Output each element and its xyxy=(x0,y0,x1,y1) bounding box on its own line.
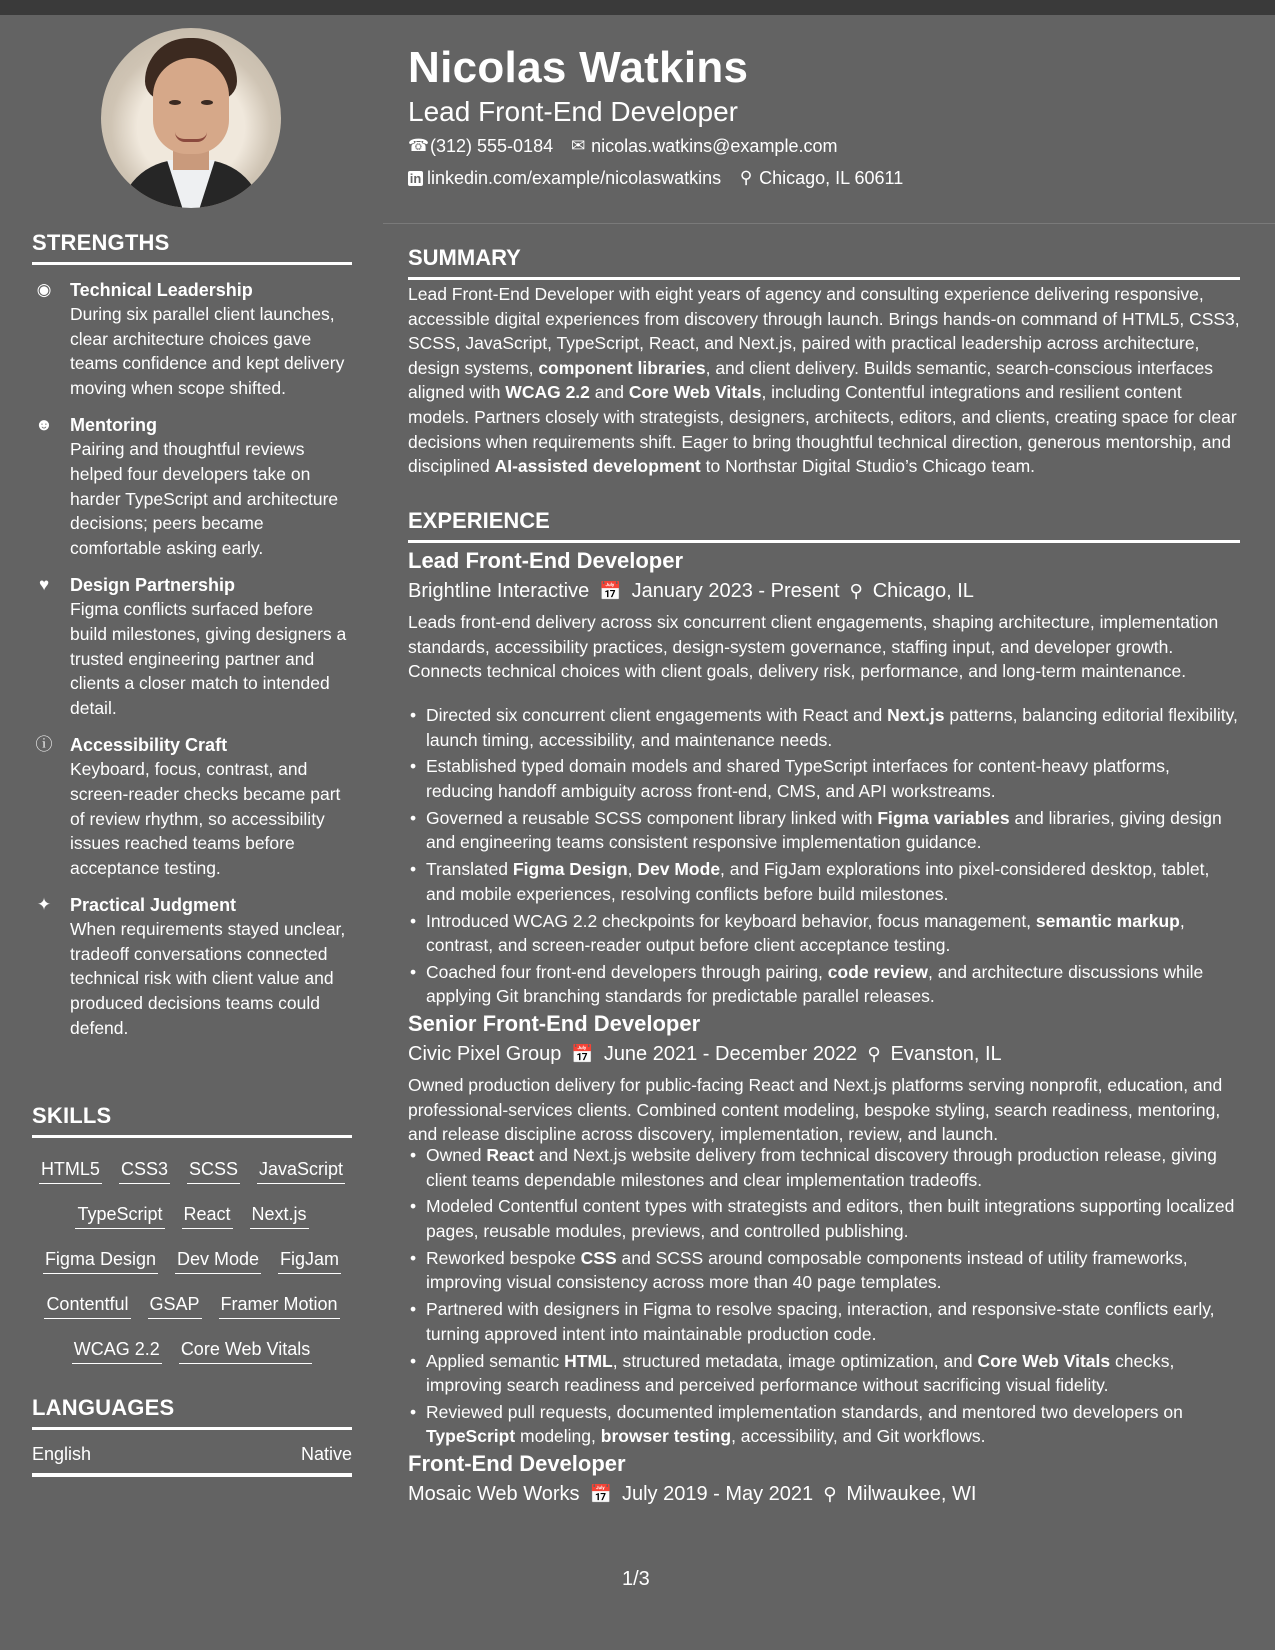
job-dates: January 2023 - Present xyxy=(631,580,840,602)
skill-tag: GSAP xyxy=(148,1293,202,1319)
job-meta xyxy=(408,1040,1002,1068)
job-company: Mosaic Web Works xyxy=(408,1483,580,1505)
skill-tag: Contentful xyxy=(44,1293,130,1319)
map-pin-icon: ⚲ xyxy=(849,581,863,601)
strengths-section xyxy=(32,230,352,1040)
calendar-icon: 📅 xyxy=(571,1044,594,1064)
skill-tag: SCSS xyxy=(187,1158,240,1184)
candidate-name: Nicolas Watkins xyxy=(408,43,749,92)
map-pin-icon: ⚲ xyxy=(867,1044,881,1064)
job-company: Civic Pixel Group xyxy=(408,1043,562,1065)
strength-desc: When requirements stayed unclear, tradeoff conversations connected technical risk with client value and produced decisions teams could defend. xyxy=(70,919,346,1038)
skill-tag: Framer Motion xyxy=(219,1293,340,1319)
linkedin-icon: in xyxy=(409,170,422,186)
top-bar xyxy=(0,0,1275,15)
skill-row xyxy=(32,1148,352,1193)
strength-title: Design Partnership xyxy=(70,575,236,596)
phone-icon: ☎ xyxy=(408,136,430,155)
bullet-item: • Coached four front-end developers through pairing, code review, and architecture discussions while applying Git branching standards for predictable parallel releases. xyxy=(408,960,1240,1009)
skill-tag: TypeScript xyxy=(75,1203,164,1229)
skill-tag: Core Web Vitals xyxy=(179,1338,312,1364)
job-summary: Owned production delivery for public-facing React and Next.js platforms serving nonprofit, education, and professional-services clients. Combined content modeling, bespoke styling, search readiness, mentoring, and release discipline across discovery, implementation, review, and launch. xyxy=(408,1075,1223,1145)
envelope-icon: ✉ xyxy=(570,136,586,155)
language-level: Native xyxy=(300,1444,352,1464)
skill-tag: FigJam xyxy=(278,1248,341,1274)
email-item[interactable] xyxy=(569,134,837,158)
skill-tag: Next.js xyxy=(250,1203,309,1229)
candidate-title: Lead Front-End Developer xyxy=(408,96,738,127)
calendar-icon: 📅 xyxy=(599,581,622,601)
bullet-item: • Owned React and Next.js website delivery from technical discovery through production release, giving client teams dependable milestones and clear implementation tradeoffs. xyxy=(408,1143,1240,1192)
skill-row xyxy=(32,1283,352,1328)
strength-title: Mentoring xyxy=(70,415,157,436)
strength-item xyxy=(32,733,352,880)
job-meta xyxy=(408,1480,976,1508)
phone-item xyxy=(408,134,553,158)
map-pin-icon: ⚲ xyxy=(739,168,753,187)
skills-section xyxy=(32,1103,352,1373)
profile-photo xyxy=(101,28,281,208)
skill-tag: Dev Mode xyxy=(175,1248,261,1274)
calendar-icon: 📅 xyxy=(589,1484,612,1504)
strength-desc: During six parallel client launches, clear architecture choices gave teams confidence and kept delivery moving when scope shifted. xyxy=(70,304,345,398)
bullet-item: • Reviewed pull requests, documented implementation standards, and mentored two developers on TypeScript modeling, browser testing, accessibility, and Git workflows. xyxy=(408,1400,1240,1449)
strength-item xyxy=(32,413,352,560)
bullet-item: • Reworked bespoke CSS and SCSS around composable components instead of utility frameworks, improving visual consistency across more than 40 page templates. xyxy=(408,1246,1240,1295)
skill-tag: Figma Design xyxy=(43,1248,158,1274)
job-location: Chicago, IL xyxy=(872,580,974,602)
accessibility-icon: ⓘ xyxy=(35,735,53,755)
strength-desc: Pairing and thoughtful reviews helped four developers take on harder TypeScript and architecture decisions; peers became comfortable asking early. xyxy=(70,439,339,558)
contact-row-2 xyxy=(408,166,903,190)
bullet-item: • Directed six concurrent client engagements with React and Next.js patterns, balancing editorial flexibility, launch timing, accessibility, and maintenance needs. xyxy=(408,703,1240,752)
languages-section xyxy=(32,1395,352,1477)
phone-text: (312) 555-0184 xyxy=(430,136,554,156)
strength-item xyxy=(32,893,352,1040)
compass-icon: ◉ xyxy=(36,280,52,299)
strengths-heading: STRENGTHS xyxy=(32,230,352,265)
strength-title: Accessibility Craft xyxy=(70,735,228,756)
email-text[interactable]: nicolas.watkins@example.com xyxy=(591,136,838,156)
skills-grid xyxy=(32,1148,352,1373)
location-text: Chicago, IL 60611 xyxy=(759,168,904,188)
strength-item xyxy=(32,573,352,720)
job-bullets xyxy=(408,1143,1240,1451)
experience-heading: EXPERIENCE xyxy=(408,508,1240,543)
job-title: Senior Front-End Developer xyxy=(408,1011,701,1036)
skill-tag: React xyxy=(182,1203,233,1229)
skill-tag: WCAG 2.2 xyxy=(72,1338,162,1364)
summary-text: Lead Front-End Developer with eight years of agency and consulting experience delivering responsive, accessible digital experiences from discovery through launch. Brings hands-on command of HTML5, CSS3, SCSS, JavaScript, TypeScript, React, and Next.js, paired with practical leadership across architecture, design systems, component libraries, and client delivery. Builds semantic, search-conscious interfaces aligned with WCAG 2.2 and Core Web Vitals, including Contentful integrations and resilient content models. Partners closely with strategists, designers, architects, editors, and clients, creating space for clear decisions when requirements shift. Eager to bring thoughtful technical direction, generous mentorship, and disciplined AI-assisted development to Northstar Digital Studio’s Chicago team. xyxy=(408,284,1240,477)
language-row xyxy=(32,1444,352,1477)
bullet-item: • Partnered with designers in Figma to resolve spacing, interaction, and responsive-state conflicts early, turning approved intent into maintainable production code. xyxy=(408,1297,1240,1346)
skill-row xyxy=(32,1193,352,1238)
bullet-item: • Introduced WCAG 2.2 checkpoints for keyboard behavior, focus management, semantic markup, contrast, and screen-reader output before client acceptance testing. xyxy=(408,909,1240,958)
skills-heading: SKILLS xyxy=(32,1103,352,1138)
bullet-item: • Translated Figma Design, Dev Mode, and FigJam explorations into pixel-considered desktop, tablet, and mobile experiences, resolving conflicts before build milestones. xyxy=(408,857,1240,906)
strength-desc: Figma conflicts surfaced before build milestones, giving designers a trusted engineering partner and clients a closer match to intended detail. xyxy=(70,599,347,718)
linkedin-text[interactable]: linkedin.com/example/nicolaswatkins xyxy=(427,168,722,188)
job-title: Front-End Developer xyxy=(408,1451,626,1476)
languages-heading: LANGUAGES xyxy=(32,1395,352,1430)
map-pin-icon: ⚲ xyxy=(823,1484,837,1504)
users-icon: ☻ xyxy=(35,415,53,435)
language-name: English xyxy=(32,1444,92,1464)
bullet-item: • Modeled Contentful content types with strategists and editors, then built integrations supporting localized pages, reusable modules, previews, and controlled publishing. xyxy=(408,1194,1240,1243)
bullet-item: • Established typed domain models and shared TypeScript interfaces for content-heavy platforms, reducing handoff ambiguity across front-end, CMS, and API workstreams. xyxy=(408,754,1240,803)
skill-row xyxy=(32,1328,352,1373)
contact-row-1 xyxy=(408,134,837,158)
strength-title: Technical Leadership xyxy=(70,280,253,300)
page-indicator: 1/3 xyxy=(622,1568,650,1590)
job-location: Evanston, IL xyxy=(890,1043,1002,1065)
skill-row xyxy=(32,1238,352,1283)
location-item xyxy=(737,166,903,190)
job-dates: June 2021 - December 2022 xyxy=(603,1043,858,1065)
job-meta xyxy=(408,577,974,605)
job-dates: July 2019 - May 2021 xyxy=(621,1483,814,1505)
job-location: Milwaukee, WI xyxy=(846,1483,977,1505)
heart-icon: ♥ xyxy=(38,575,50,595)
strength-title: Practical Judgment xyxy=(70,895,237,916)
bullet-item: • Governed a reusable SCSS component library linked with Figma variables and libraries, giving design and engineering teams consistent responsive implementation guidance. xyxy=(408,806,1240,855)
skill-tag: HTML5 xyxy=(39,1158,102,1184)
header-divider xyxy=(383,223,1275,224)
skill-tag: CSS3 xyxy=(119,1158,170,1184)
skill-tag: JavaScript xyxy=(257,1158,345,1184)
summary-heading: SUMMARY xyxy=(408,245,1240,280)
strength-item xyxy=(32,278,352,400)
job-title: Lead Front-End Developer xyxy=(408,548,684,573)
job-company: Brightline Interactive xyxy=(408,580,590,602)
linkedin-item[interactable] xyxy=(408,166,721,190)
bullet-item: • Applied semantic HTML, structured metadata, image optimization, and Core Web Vitals checks, improving search readiness and perceived performance without sacrificing visual fidelity. xyxy=(408,1349,1240,1398)
strength-desc: Keyboard, focus, contrast, and screen-reader checks became part of review rhythm, so accessibility issues reached teams before acceptance testing. xyxy=(70,759,341,878)
lightbulb-icon: ✦ xyxy=(36,895,52,915)
job-summary: Leads front-end delivery across six concurrent client engagements, shaping architecture, implementation standards, accessibility practices, design-system governance, staffing input, and developer growth. Connects technical choices with client goals, delivery risk, performance, and long-term maintenance. xyxy=(408,612,1219,682)
job-bullets xyxy=(408,703,1240,1011)
